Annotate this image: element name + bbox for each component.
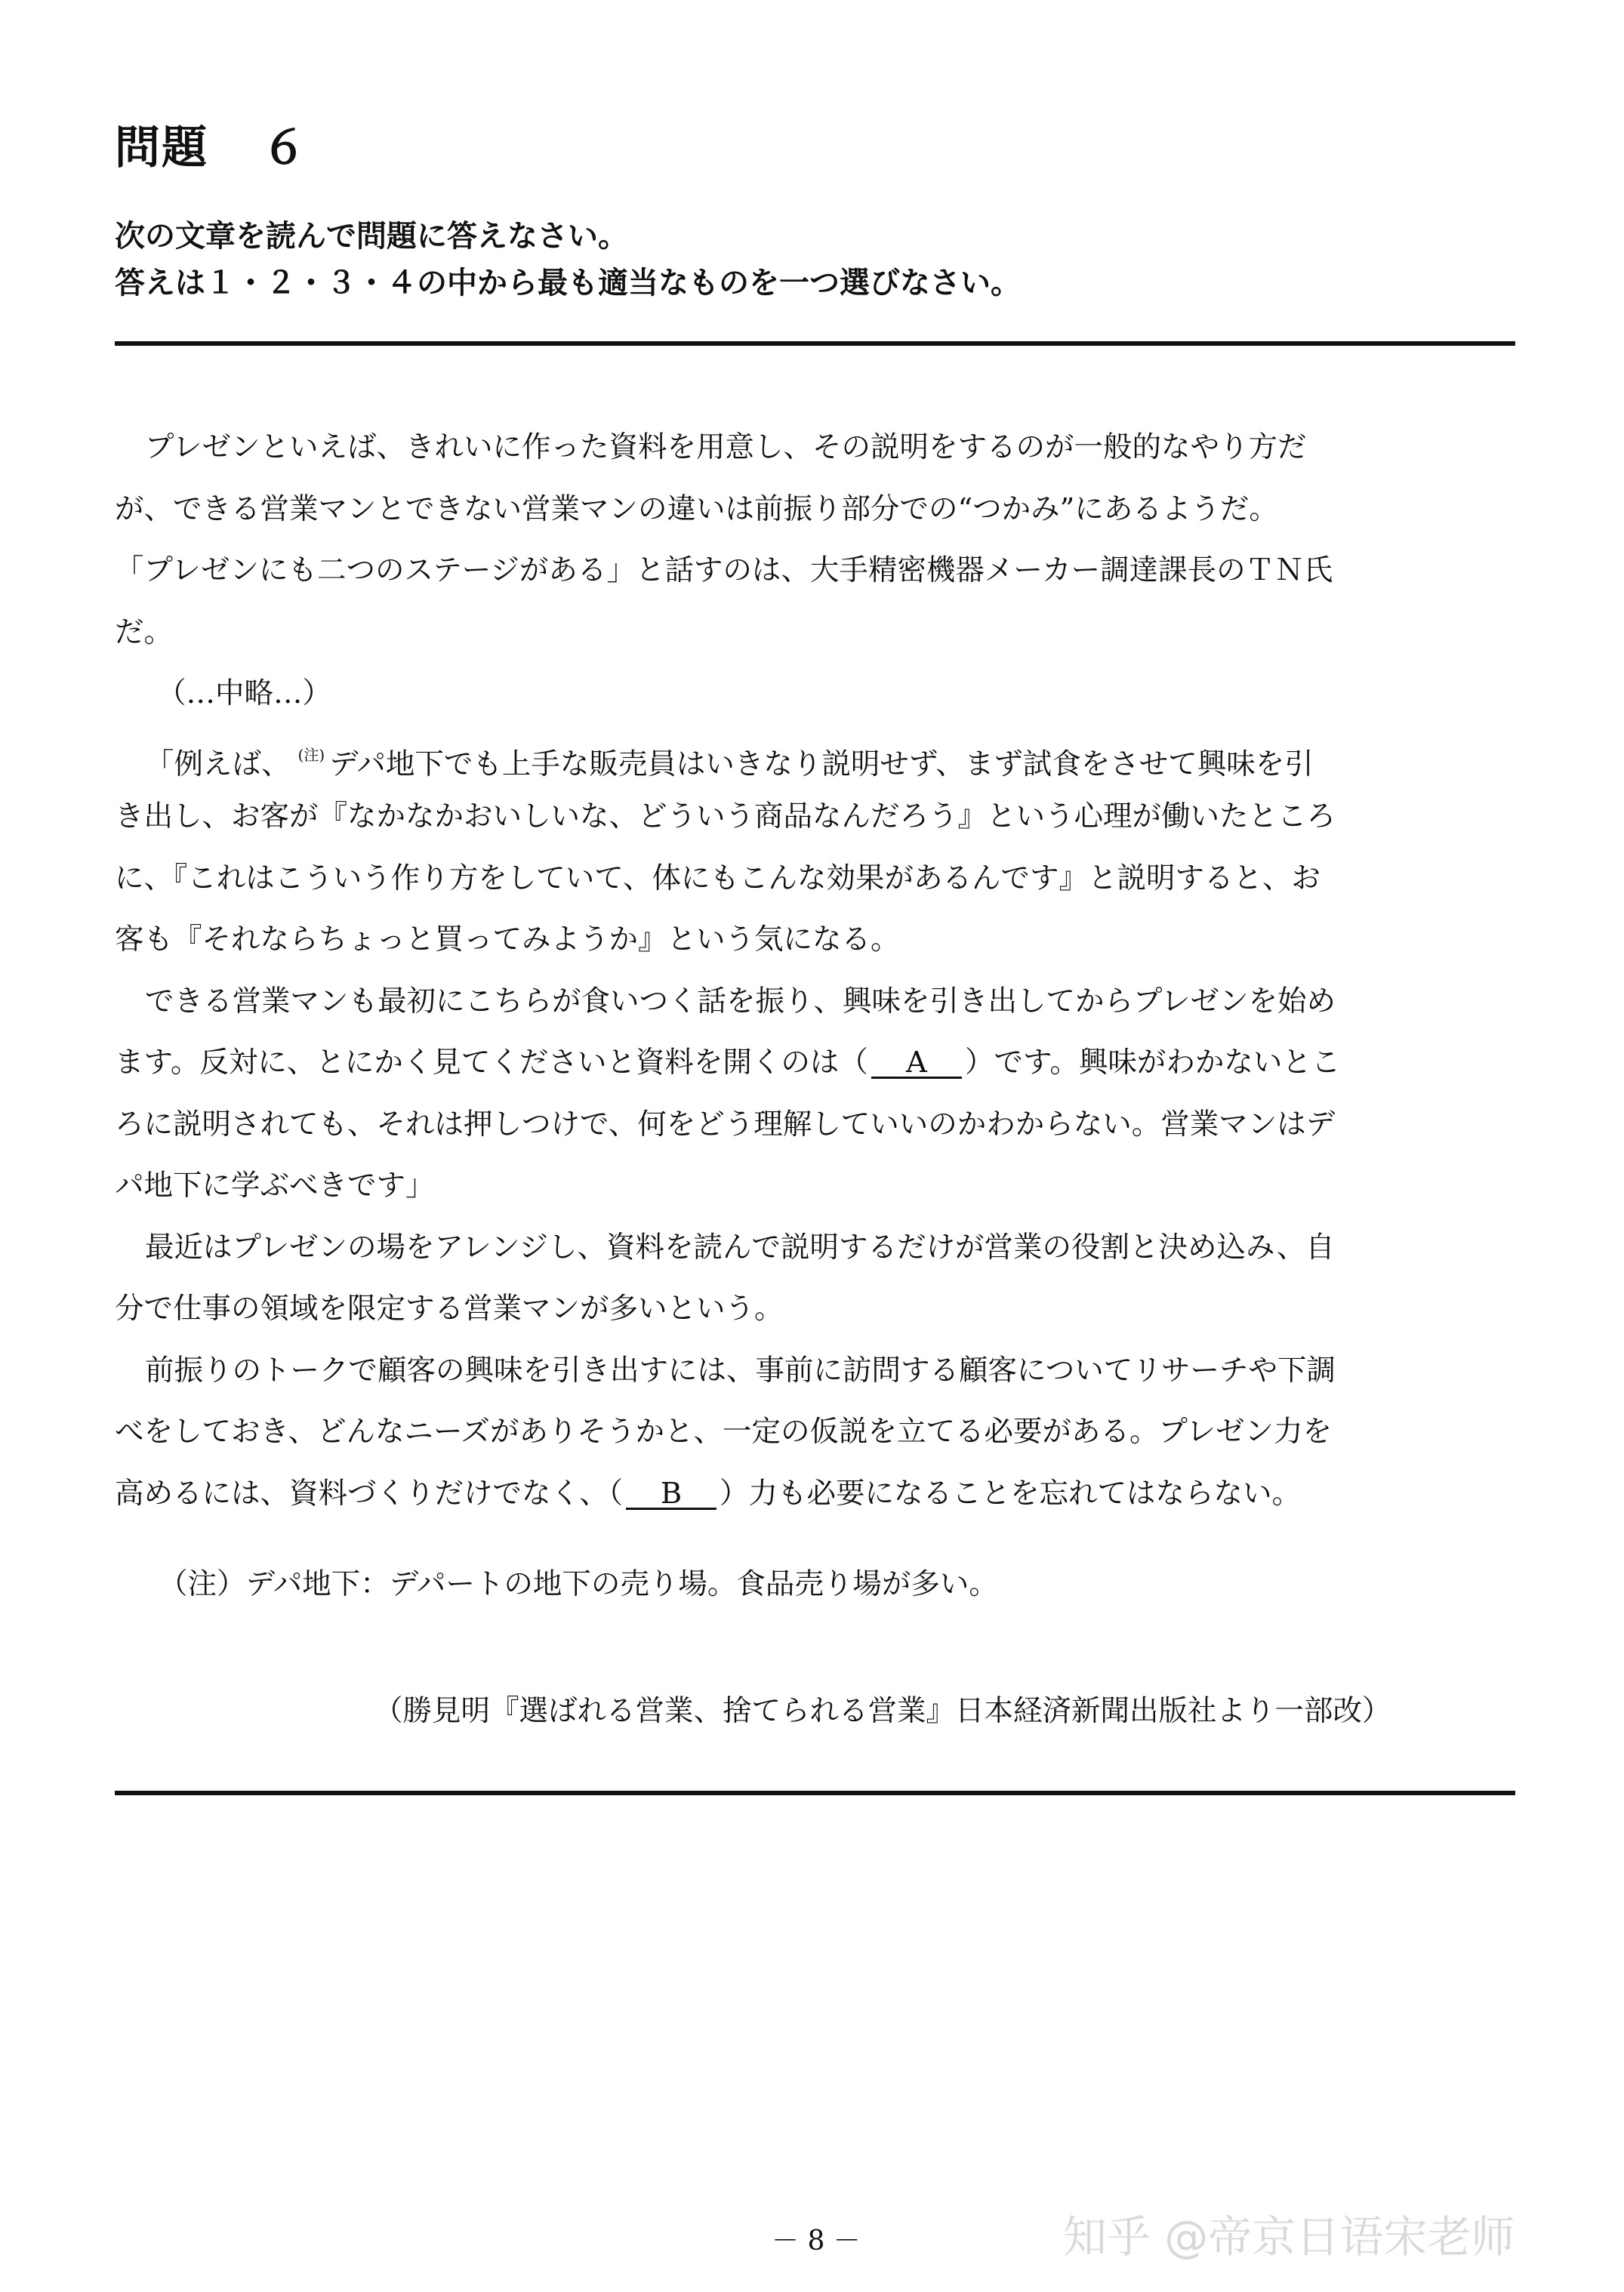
passage-line: 最近はプレゼンの場をアレンジし、資料を読んで説明するだけが営業の役割と決め込み、自 <box>145 1230 1335 1265</box>
question-heading <box>115 112 308 177</box>
passage-line: 「プレゼンにも二つのステージがある」と話すのは、大手精密機器メーカー調達課長のＴＮ氏 <box>115 553 1333 587</box>
passage-line: 前振りのトークで顧客の興味を引き出すには、事前に訪問する顧客についてリサーチや下調 <box>145 1353 1336 1388</box>
watermark: 知乎 @帝京日语宋老师 <box>1063 2211 1515 2263</box>
source-citation: （勝見明『選ばれる営業、捨てられる営業』日本経済新聞出版社より一部改） <box>374 1694 1391 1728</box>
passage-segment: ）です。興味がわかないとこ <box>964 1046 1341 1080</box>
passage-line: が、できる営業マンとできない営業マンの違いは前振り部分での“つかみ”にあるようだ。 <box>115 491 1278 526</box>
passage-line: パ地下に学ぶべきです」 <box>115 1169 435 1203</box>
passage-line: できる営業マンも最初にこちらが食いつく話を振り、興味を引き出してからプレゼンを始め <box>145 984 1336 1018</box>
passage-segment: ます。反対に、とにかく見てくださいと資料を開くのは（ <box>115 1046 868 1080</box>
note-marker: (注) <box>297 745 325 764</box>
passage-line: べをしておき、どんなニーズがありそうかと、一定の仮説を立てる必要がある。プレゼン力を <box>115 1415 1332 1449</box>
passage-line <box>115 1463 1515 1525</box>
passage-line: 客も『それならちょっと買ってみようか』という気になる。 <box>115 923 900 957</box>
passage-segment: 「例えば、 <box>145 747 291 781</box>
passage-line: き出し、お客が『なかなかおいしいな、どういう商品なんだろう』という心理が働いたところ <box>115 799 1336 833</box>
blank-b: B <box>626 1480 716 1510</box>
passage-line: 分で仕事の領域を限定する営業マンが多いという。 <box>115 1292 784 1326</box>
instruction-line-1: 次の文章を読んで問題に答えなさい。 <box>115 219 628 254</box>
question-title: 問題 <box>115 122 208 174</box>
reading-passage <box>115 417 1515 1524</box>
page-number: － 8 － <box>772 2226 861 2257</box>
instruction-line-2: 答えは１・２・３・４の中から最も適当なものを一つ選びなさい。 <box>115 266 1021 300</box>
passage-segment: 高めるには、資料づくりだけでなく、（ <box>115 1476 623 1511</box>
top-divider <box>115 341 1515 346</box>
passage-line: プレゼンといえば、きれいに作った資料を用意し、その説明をするのが一般的なやり方だ <box>145 430 1307 464</box>
passage-line <box>115 725 1515 787</box>
passage-segment: ）力も必要になることを忘れてはならない。 <box>719 1476 1301 1511</box>
passage-line: ろに説明されても、それは押しつけで、何をどう理解していいのかわからない。営業マンはデ <box>115 1107 1336 1141</box>
passage-segment: デパ地下でも上手な販売員はいきなり説明せず、まず試食をさせて興味を引 <box>329 747 1314 781</box>
question-number: ６ <box>261 122 308 174</box>
bottom-divider <box>115 1791 1515 1795</box>
footnote: （注）デパ地下：デパートの地下の売り場。食品売り場が多い。 <box>159 1567 998 1601</box>
passage-line <box>115 1032 1515 1094</box>
blank-a: A <box>871 1049 962 1079</box>
passage-line: だ。 <box>115 615 174 649</box>
passage-line: に、『これはこういう作り方をしていて、体にもこんな効果があるんです』と説明すると、お <box>115 861 1320 895</box>
instructions <box>115 213 1021 307</box>
passage-line-omission: （…中略…） <box>157 676 332 710</box>
